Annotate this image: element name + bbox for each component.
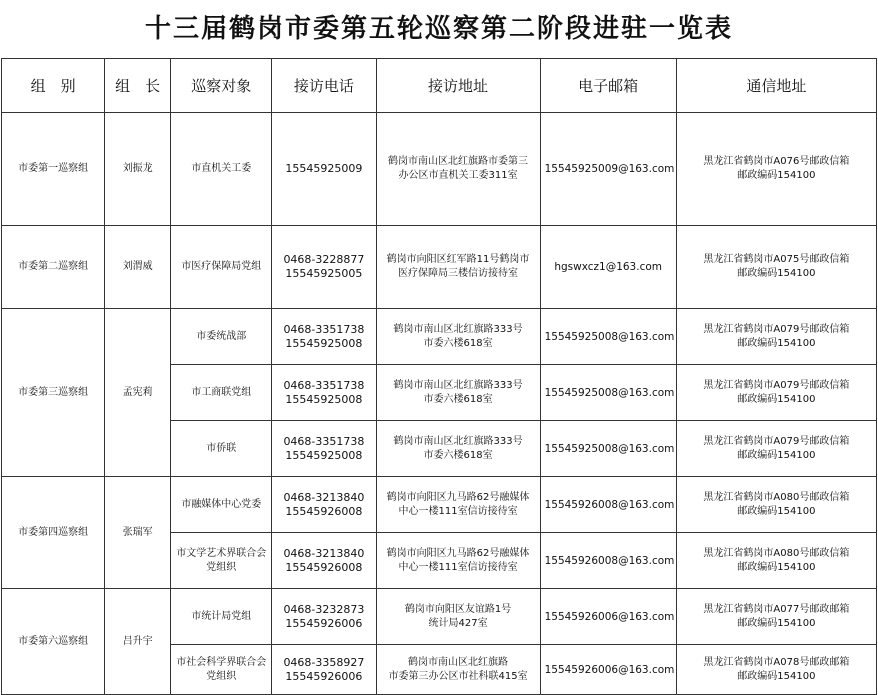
- mailing-address: [676, 645, 876, 695]
- header-address: 接访地址: [376, 59, 540, 113]
- inspection-target-line: 市社会科学界联合会党组织: [176, 656, 267, 682]
- group-leader-line: 吕升宇: [122, 635, 153, 647]
- email-address: [540, 309, 676, 365]
- reception-address: [376, 309, 540, 365]
- reception-phone-line: 0468-3228877: [283, 253, 365, 266]
- inspection-target-line: 市融媒体中心党委: [181, 498, 262, 510]
- inspection-target-line: 市工商联党组: [191, 386, 252, 398]
- mailing-address-line: 邮政编码154100: [737, 337, 816, 349]
- reception-address-line: 中心一楼111室信访接待室: [398, 561, 518, 573]
- table-row: [2, 477, 877, 533]
- reception-phone-line: 15545925009: [285, 162, 363, 175]
- inspection-target-line: 市直机关工委: [191, 163, 252, 174]
- inspection-target: [171, 589, 272, 645]
- reception-phone-line: 0468-3351738: [283, 434, 365, 448]
- group-leader-line: 刘渭威: [122, 261, 153, 272]
- table-row: [2, 113, 877, 226]
- mailing-address: [676, 589, 876, 645]
- group-name-line: 市委第一巡察组: [18, 163, 89, 174]
- email-address: [540, 113, 676, 226]
- table-row: [2, 226, 877, 309]
- inspection-target: [171, 645, 272, 695]
- header-row: [2, 59, 877, 113]
- reception-address-line: 鹤岗市向阳区九马路62号融媒体: [386, 491, 530, 503]
- reception-address-line: 市委六楼618室: [423, 337, 493, 349]
- reception-phone: [272, 533, 376, 589]
- reception-phone-line: 0468-3213840: [283, 490, 365, 504]
- email-address-line: 15545926008@163.com: [544, 498, 675, 511]
- reception-phone: [272, 421, 376, 477]
- mailing-address-line: 邮政编码154100: [737, 617, 816, 629]
- inspection-target: [171, 226, 272, 309]
- group-leader: [105, 226, 171, 309]
- reception-address-line: 鹤岗市南山区北红旗路333号: [393, 435, 523, 447]
- reception-address-line: 统计局427室: [428, 617, 488, 629]
- mailing-address-line: 邮政编码154100: [737, 561, 816, 573]
- reception-phone-line: 0468-3213840: [283, 546, 365, 560]
- email-address: [540, 533, 676, 589]
- reception-address: [376, 589, 540, 645]
- reception-phone-line: 15545925008: [285, 448, 363, 462]
- reception-address-line: 鹤岗市南山区北红旗路333号: [393, 323, 523, 335]
- mailing-address-line: 黑龙江省鹤岗市A077号邮政邮箱: [703, 603, 850, 615]
- reception-address-line: 鹤岗市南山区北红旗路市委第三: [388, 156, 529, 167]
- reception-phone-line: 0468-3351738: [283, 378, 365, 392]
- mailing-address-line: 邮政编码154100: [737, 170, 816, 181]
- mailing-address-line: 黑龙江省鹤岗市A079号邮政信箱: [703, 379, 850, 391]
- reception-address-line: 鹤岗市南山区北红旗路: [408, 656, 509, 668]
- reception-address-line: 医疗保障局三楼信访接待室: [398, 268, 519, 279]
- table-row: [2, 309, 877, 365]
- email-address-line: 15545925008@163.com: [544, 442, 675, 455]
- reception-phone: [272, 309, 376, 365]
- header-leader: 组 长: [105, 59, 171, 113]
- reception-address-line: 鹤岗市向阳区红军路11号鹤岗市: [386, 254, 530, 265]
- mailing-address-line: 黑龙江省鹤岗市A080号邮政信箱: [703, 491, 850, 503]
- mailing-address-line: 黑龙江省鹤岗市A075号邮政信箱: [703, 254, 850, 265]
- reception-address-line: 鹤岗市南山区北红旗路333号: [393, 379, 523, 391]
- reception-phone-line: 0468-3232873: [283, 602, 365, 616]
- group-leader: [105, 113, 171, 226]
- mailing-address-line: 邮政编码154100: [737, 393, 816, 405]
- group-leader-line: 刘振龙: [122, 163, 153, 174]
- reception-phone-line: 15545925005: [285, 267, 363, 280]
- inspection-target-line: 市委统战部: [196, 330, 247, 342]
- mailing-address-line: 邮政编码154100: [737, 670, 816, 682]
- reception-address: [376, 226, 540, 309]
- table-row: [2, 589, 877, 645]
- reception-phone-line: 0468-3351738: [283, 322, 365, 336]
- reception-phone-line: 0468-3358927: [283, 655, 365, 669]
- group-leader: [105, 477, 171, 589]
- reception-address-line: 鹤岗市向阳区九马路62号融媒体: [386, 547, 530, 559]
- reception-address-line: 市委六楼618室: [423, 449, 493, 461]
- group-name-line: 市委第二巡察组: [18, 261, 89, 272]
- reception-address: [376, 113, 540, 226]
- page-title: 十三届鹤岗市委第五轮巡察第二阶段进驻一览表: [144, 14, 733, 44]
- mailing-address: [676, 113, 876, 226]
- inspection-target: [171, 113, 272, 226]
- mailing-address-line: 黑龙江省鹤岗市A079号邮政信箱: [703, 323, 850, 335]
- email-address: [540, 645, 676, 695]
- reception-phone-line: 15545926008: [285, 504, 363, 518]
- email-address-line: hgswxcz1@163.com: [554, 261, 663, 273]
- inspection-table: [1, 58, 877, 695]
- inspection-target: [171, 421, 272, 477]
- mailing-address-line: 黑龙江省鹤岗市A078号邮政邮箱: [703, 656, 850, 668]
- inspection-target-line: 市侨联: [206, 442, 237, 454]
- reception-address: [376, 365, 540, 421]
- group-leader: [105, 589, 171, 695]
- header-mail-address: 通信地址: [676, 59, 876, 113]
- mailing-address-line: 黑龙江省鹤岗市A076号邮政信箱: [703, 156, 850, 167]
- email-address: [540, 589, 676, 645]
- mailing-address: [676, 365, 876, 421]
- reception-phone-line: 15545925008: [285, 392, 363, 406]
- mailing-address: [676, 226, 876, 309]
- header-group: 组 别: [2, 59, 105, 113]
- email-address-line: 15545926006@163.com: [544, 663, 675, 676]
- reception-phone-line: 15545926006: [285, 669, 363, 683]
- reception-phone: [272, 226, 376, 309]
- table-body: [2, 113, 877, 695]
- mailing-address: [676, 309, 876, 365]
- inspection-target-line: 市医疗保障局党组: [181, 261, 262, 272]
- reception-address: [376, 533, 540, 589]
- header-phone: 接访电话: [272, 59, 376, 113]
- reception-address: [376, 421, 540, 477]
- reception-phone: [272, 477, 376, 533]
- mailing-address-line: 黑龙江省鹤岗市A079号邮政信箱: [703, 435, 850, 447]
- inspection-target: [171, 309, 272, 365]
- group-leader-line: 张瑞军: [122, 526, 153, 538]
- reception-address-line: 市委第三办公区市社科联415室: [388, 670, 528, 682]
- group-name-line: 市委第三巡察组: [18, 386, 89, 398]
- email-address-line: 15545925009@163.com: [544, 163, 675, 175]
- email-address: [540, 226, 676, 309]
- group-name-line: 市委第四巡察组: [18, 526, 89, 538]
- inspection-target: [171, 365, 272, 421]
- mailing-address-line: 邮政编码154100: [737, 449, 816, 461]
- reception-address: [376, 477, 540, 533]
- email-address: [540, 421, 676, 477]
- email-address: [540, 477, 676, 533]
- email-address-line: 15545926008@163.com: [544, 554, 675, 567]
- reception-phone: [272, 645, 376, 695]
- reception-phone: [272, 589, 376, 645]
- group-name-line: 市委第六巡察组: [18, 635, 89, 647]
- mailing-address-line: 邮政编码154100: [737, 505, 816, 517]
- group-leader: [105, 309, 171, 477]
- reception-phone: [272, 365, 376, 421]
- group-name: [2, 226, 105, 309]
- inspection-target-line: 市统计局党组: [191, 610, 252, 622]
- email-address-line: 15545925008@163.com: [544, 386, 675, 399]
- email-address: [540, 365, 676, 421]
- reception-address: [376, 645, 540, 695]
- reception-address-line: 鹤岗市向阳区友谊路1号: [404, 603, 512, 615]
- reception-address-line: 中心一楼111室信访接待室: [398, 505, 518, 517]
- reception-address-line: 市委六楼618室: [423, 393, 493, 405]
- inspection-target-line: 市文学艺术界联合会党组织: [176, 547, 267, 573]
- group-name: [2, 309, 105, 477]
- mailing-address: [676, 421, 876, 477]
- inspection-target: [171, 477, 272, 533]
- header-email: 电子邮箱: [540, 59, 676, 113]
- email-address-line: 15545925008@163.com: [544, 330, 675, 343]
- group-name: [2, 113, 105, 226]
- reception-phone-line: 15545926006: [285, 616, 363, 630]
- header-target: 巡察对象: [171, 59, 272, 113]
- email-address-line: 15545926006@163.com: [544, 610, 675, 623]
- group-name: [2, 589, 105, 695]
- mailing-address: [676, 533, 876, 589]
- group-leader-line: 孟宪莉: [122, 386, 153, 398]
- group-name: [2, 477, 105, 589]
- mailing-address: [676, 477, 876, 533]
- reception-address-line: 办公区市直机关工委311室: [398, 170, 518, 181]
- mailing-address-line: 邮政编码154100: [737, 268, 816, 279]
- reception-phone-line: 15545926008: [285, 560, 363, 574]
- reception-phone-line: 15545925008: [285, 336, 363, 350]
- mailing-address-line: 黑龙江省鹤岗市A080号邮政信箱: [703, 547, 850, 559]
- inspection-target: [171, 533, 272, 589]
- reception-phone: [272, 113, 376, 226]
